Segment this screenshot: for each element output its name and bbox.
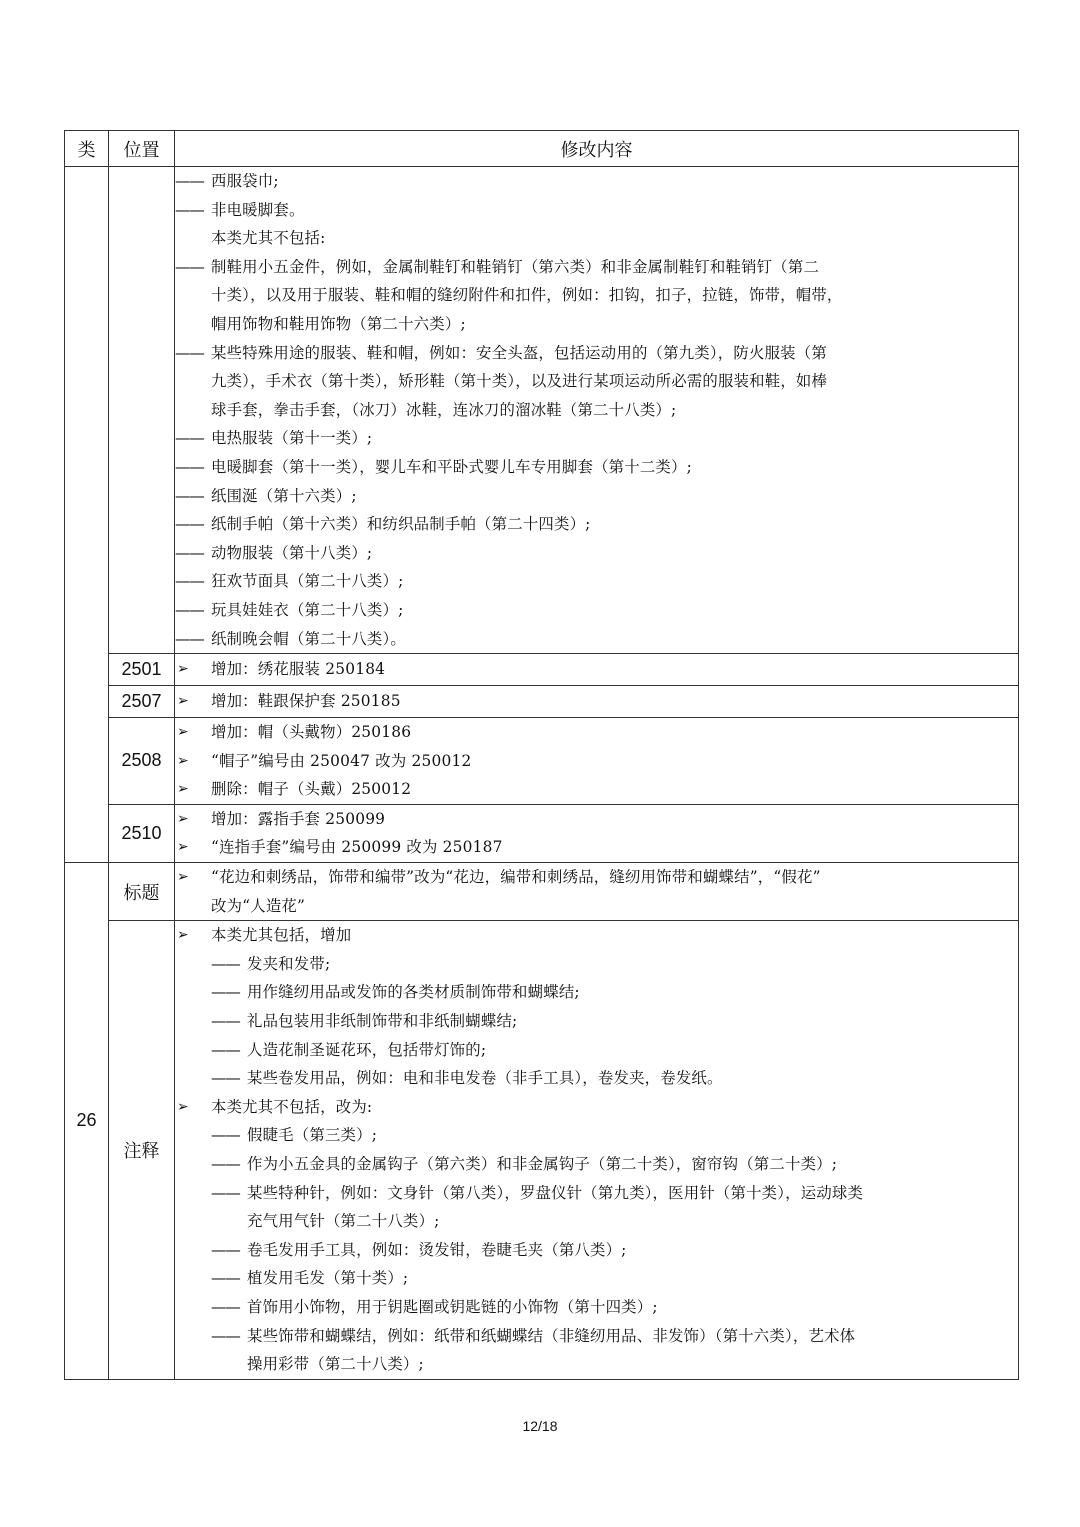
list-item [175, 718, 1018, 747]
dash-mark: —— [175, 429, 204, 448]
list-item-text: 人造花制圣诞花环，包括带灯饰的; [247, 1040, 487, 1059]
dash-mark: —— [175, 343, 204, 362]
list-item-text: 首饰用小饰物，用于钥匙圈或钥匙链的小饰物（第十四类）; [247, 1297, 658, 1316]
list-item [175, 539, 1018, 568]
position-cell: 2501 [109, 654, 175, 686]
list-item [175, 1093, 1018, 1122]
list-item-continuation: 操用彩带（第二十八类）; [247, 1355, 424, 1374]
dash-mark: —— [175, 257, 204, 276]
list-item-text: 增加：鞋跟保护套 250185 [211, 692, 401, 711]
list-item [175, 482, 1018, 511]
list-item [175, 510, 1018, 539]
dash-mark: —— [211, 954, 240, 973]
list-item [175, 1150, 1018, 1179]
list-item-continuation: 十类），以及用于服装、鞋和帽的缝纫附件和扣件，例如：扣钩，扣子，拉链，饰带，帽带， [211, 286, 843, 305]
dash-mark: —— [175, 457, 204, 476]
list-item-text: 作为小五金具的金属钩子（第六类）和非金属钩子（第二十类），窗帘钩（第二十类）; [247, 1155, 838, 1173]
content-cell [175, 718, 1019, 805]
list-item-text: 纸制晚会帽（第二十八类）。 [211, 629, 406, 648]
content-cell-class25-notes [175, 167, 1019, 654]
list-item-text: 电暖脚套（第十一类），婴儿车和平卧式婴儿车专用脚套（第十二类）; [211, 457, 692, 476]
arrow-bullet-icon: ➢ [177, 661, 189, 678]
list-item-text: 狂欢节面具（第二十八类）; [211, 572, 404, 591]
position-cell: 2507 [109, 686, 175, 718]
table-row [65, 654, 1019, 686]
table-row [65, 686, 1019, 718]
title-change-line2: 改为“人造花” [211, 896, 306, 915]
dash-mark: —— [175, 486, 204, 505]
list-item-continuation: 帽用饰物和鞋用饰物（第二十六类）; [211, 314, 466, 333]
dash-mark: —— [211, 1240, 240, 1259]
list-item [175, 747, 1018, 776]
list-item-text: 用作缝纫用品或发饰的各类材质制饰带和蝴蝶结; [247, 983, 580, 1002]
list-item-text: 某些特殊用途的服装、鞋和帽，例如：安全头盔，包括运动用的（第九类），防火服装（第 [211, 343, 827, 362]
list-item [175, 596, 1018, 625]
list-item [175, 424, 1018, 453]
list-item-text: 删除：帽子（头戴）250012 [211, 780, 412, 799]
list-item [175, 253, 1018, 282]
dash-mark: —— [211, 1297, 240, 1316]
list-item [175, 687, 1018, 716]
list-item [175, 625, 1018, 654]
list-item-text: 玩具娃娃衣（第二十八类）; [211, 600, 404, 619]
list-item-text: 动物服装（第十八类）; [211, 543, 373, 562]
position-cell-notes: 注释 [109, 921, 175, 1380]
title-change-line1: “花边和刺绣品，饰带和编带”改为“花边，编带和刺绣品，缝纫用饰带和蝴蝶结”，“假花” [211, 868, 821, 887]
position-cell-empty [109, 167, 175, 654]
list-heading: 本类尤其不包括: [211, 229, 326, 248]
arrow-bullet-icon: ➢ [177, 810, 189, 827]
list-item-text: 西服袋巾; [211, 172, 279, 190]
dash-mark: —— [211, 1183, 240, 1202]
list-item [175, 1236, 1018, 1265]
dash-mark: —— [175, 515, 204, 534]
dash-mark: —— [175, 172, 204, 190]
list-item-text: 假睫毛（第三类）; [247, 1126, 378, 1145]
table-row-class26-title [65, 863, 1019, 921]
list-item [175, 167, 1018, 196]
page-number: 12/18 [522, 1418, 558, 1434]
list-item-continuation: 九类），手术衣（第十类），矫形鞋（第十类），以及进行某项运动所必需的服装和鞋，如棒 [211, 372, 828, 391]
content-cell [175, 686, 1019, 718]
list-item-text: 本类尤其不包括，改为: [211, 1097, 373, 1116]
list-item-text: 非电暖脚套。 [211, 200, 305, 219]
class-cell-26: 26 [65, 863, 109, 1380]
list-item-text: 增加：绣花服装 250184 [211, 660, 386, 679]
content-cell [175, 654, 1019, 686]
dash-mark: —— [211, 1269, 240, 1288]
list-item [175, 833, 1018, 862]
arrow-bullet-icon: ➢ [177, 839, 189, 856]
dash-mark: —— [175, 600, 204, 619]
list-item-text: 纸制手帕（第十六类）和纺织品制手帕（第二十四类）; [211, 515, 591, 534]
list-item-text: “连指手套”编号由 250099 改为 250187 [211, 838, 503, 857]
content-cell [175, 804, 1019, 862]
content-cell-notes [175, 921, 1019, 1380]
list-item-continuation: 充气用气针（第二十八类）; [247, 1212, 440, 1231]
list-item [175, 921, 1018, 950]
list-item-continuation: 球手套，拳击手套，（冰刀）冰鞋，连冰刀的溜冰鞋（第二十八类）; [211, 400, 677, 419]
header-position: 位置 [109, 131, 175, 167]
list-item [175, 1036, 1018, 1065]
list-item-text: 某些特种针，例如：文身针（第八类），罗盘仪针（第九类），医用针（第十类），运动球类 [247, 1183, 864, 1202]
list-item-text: 发夹和发带; [247, 954, 331, 973]
list-item-text: 增加：帽（头戴物）250186 [211, 723, 412, 742]
dash-mark: —— [175, 543, 204, 562]
class-cell-25-continued [65, 167, 109, 863]
list-item-text: 制鞋用小五金件，例如，金属制鞋钉和鞋销钉（第六类）和非金属制鞋钉和鞋销钉（第二 [211, 257, 820, 276]
dash-mark: —— [211, 1155, 240, 1173]
list-item-text: 植发用毛发（第十类）; [247, 1269, 409, 1288]
list-item [175, 655, 1018, 684]
list-item-text: 礼品包装用非纸制饰带和非纸制蝴蝶结; [247, 1012, 518, 1031]
list-item-text: 某些饰带和蝴蝶结，例如：纸带和纸蝴蝶结（非缝纫用品、非发饰）（第十六类），艺术体 [247, 1326, 856, 1345]
arrow-bullet-icon: ➢ [177, 781, 189, 798]
header-class: 类 [65, 131, 109, 167]
dash-mark: —— [175, 629, 204, 648]
list-item [175, 453, 1018, 482]
position-cell: 2510 [109, 804, 175, 862]
list-item-text: 纸围涎（第十六类）; [211, 486, 357, 505]
amendment-table [64, 130, 1019, 1380]
position-cell-title: 标题 [109, 863, 175, 921]
list-item-text: 增加：露指手套 250099 [211, 809, 386, 828]
arrow-bullet-icon: ➢ [177, 693, 189, 710]
list-item-text: 卷毛发用手工具，例如：烫发钳，卷睫毛夹（第八类）; [247, 1240, 627, 1259]
dash-mark: —— [211, 983, 240, 1002]
dash-mark: —— [211, 1040, 240, 1059]
table-row [65, 804, 1019, 862]
table-row-class26-notes [65, 921, 1019, 1380]
list-item [175, 1293, 1018, 1322]
dash-mark: —— [211, 1069, 240, 1088]
table-row-class25-continuation [65, 167, 1019, 654]
table-row [65, 718, 1019, 805]
dash-mark: —— [175, 200, 204, 219]
list-item [175, 1121, 1018, 1150]
arrow-bullet-icon: ➢ [177, 869, 189, 886]
arrow-bullet-icon: ➢ [177, 752, 189, 769]
header-content: 修改内容 [175, 131, 1019, 167]
list-item [175, 775, 1018, 804]
arrow-bullet-icon: ➢ [177, 1098, 189, 1115]
list-item [175, 1179, 1018, 1208]
list-item [175, 567, 1018, 596]
dash-mark: —— [211, 1126, 240, 1145]
list-item [175, 978, 1018, 1007]
dash-mark: —— [175, 572, 204, 591]
list-item [175, 863, 1018, 892]
list-item [175, 196, 1018, 225]
list-item [175, 1064, 1018, 1093]
class26-notes-lines [175, 921, 1018, 1379]
position-cell: 2508 [109, 718, 175, 805]
class25-notes-lines [175, 167, 1018, 653]
content-cell-title [175, 863, 1019, 921]
arrow-bullet-icon: ➢ [177, 724, 189, 741]
arrow-bullet-icon: ➢ [177, 927, 189, 944]
list-item-text: 本类尤其包括，增加 [211, 926, 352, 945]
dash-mark: —— [211, 1326, 240, 1345]
table-header-row [65, 131, 1019, 167]
list-item [175, 950, 1018, 979]
list-item-text: 电热服装（第十一类）; [211, 429, 373, 448]
list-item-text: “帽子”编号由 250047 改为 250012 [211, 751, 472, 770]
list-item [175, 1007, 1018, 1036]
list-item-text: 某些卷发用品，例如：电和非电发卷（非手工具），卷发夹，卷发纸。 [247, 1069, 723, 1088]
list-item [175, 339, 1018, 368]
list-item [175, 805, 1018, 834]
list-item [175, 1264, 1018, 1293]
dash-mark: —— [211, 1012, 240, 1031]
list-item [175, 1322, 1018, 1351]
